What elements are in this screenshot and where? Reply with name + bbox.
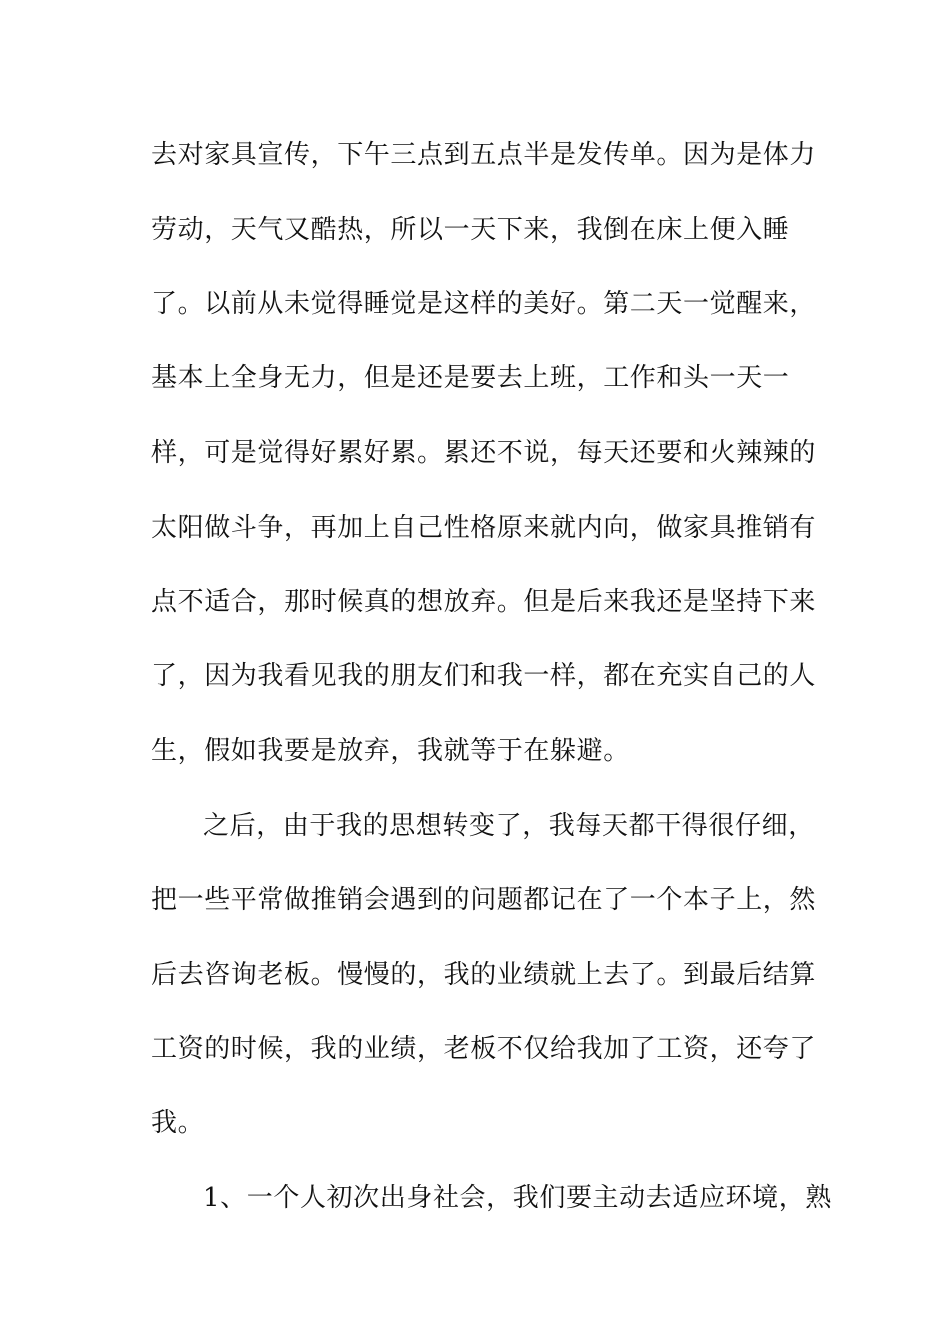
- text-line: 太阳做斗争，再加上自己性格原来就内向，做家具推销有: [151, 513, 817, 543]
- text-line: 工资的时候，我的业绩，老板不仅给我加了工资，还夸了: [151, 1034, 817, 1064]
- paragraph-start-line: 之后，由于我的思想转变了，我每天都干得很仔细，: [203, 811, 815, 841]
- text-line: 把一些平常做推销会遇到的问题都记在了一个本子上，然: [151, 885, 817, 915]
- numbered-item-line: 1、一个人初次出身社会，我们要主动去适应环境，熟: [203, 1183, 832, 1213]
- text-line: 我。: [151, 1108, 205, 1138]
- text-line: 基本上全身无力，但是还是要去上班，工作和头一天一: [151, 363, 790, 393]
- text-line: 后去咨询老板。慢慢的，我的业绩就上去了。到最后结算: [151, 960, 817, 990]
- text-line: 去对家具宣传，下午三点到五点半是发传单。因为是体力: [151, 140, 817, 170]
- text-line: 了。以前从未觉得睡觉是这样的美好。第二天一觉醒来，: [151, 289, 817, 319]
- text-line: 生，假如我要是放弃，我就等于在躲避。: [151, 736, 630, 766]
- text-line: 样，可是觉得好累好累。累还不说，每天还要和火辣辣的: [151, 438, 817, 468]
- text-line: 了，因为我看见我的朋友们和我一样，都在充实自己的人: [151, 661, 817, 691]
- text-line: 劳动，天气又酷热，所以一天下来，我倒在床上便入睡: [151, 215, 790, 245]
- text-line: 点不适合，那时候真的想放弃。但是后来我还是坚持下来: [151, 587, 817, 617]
